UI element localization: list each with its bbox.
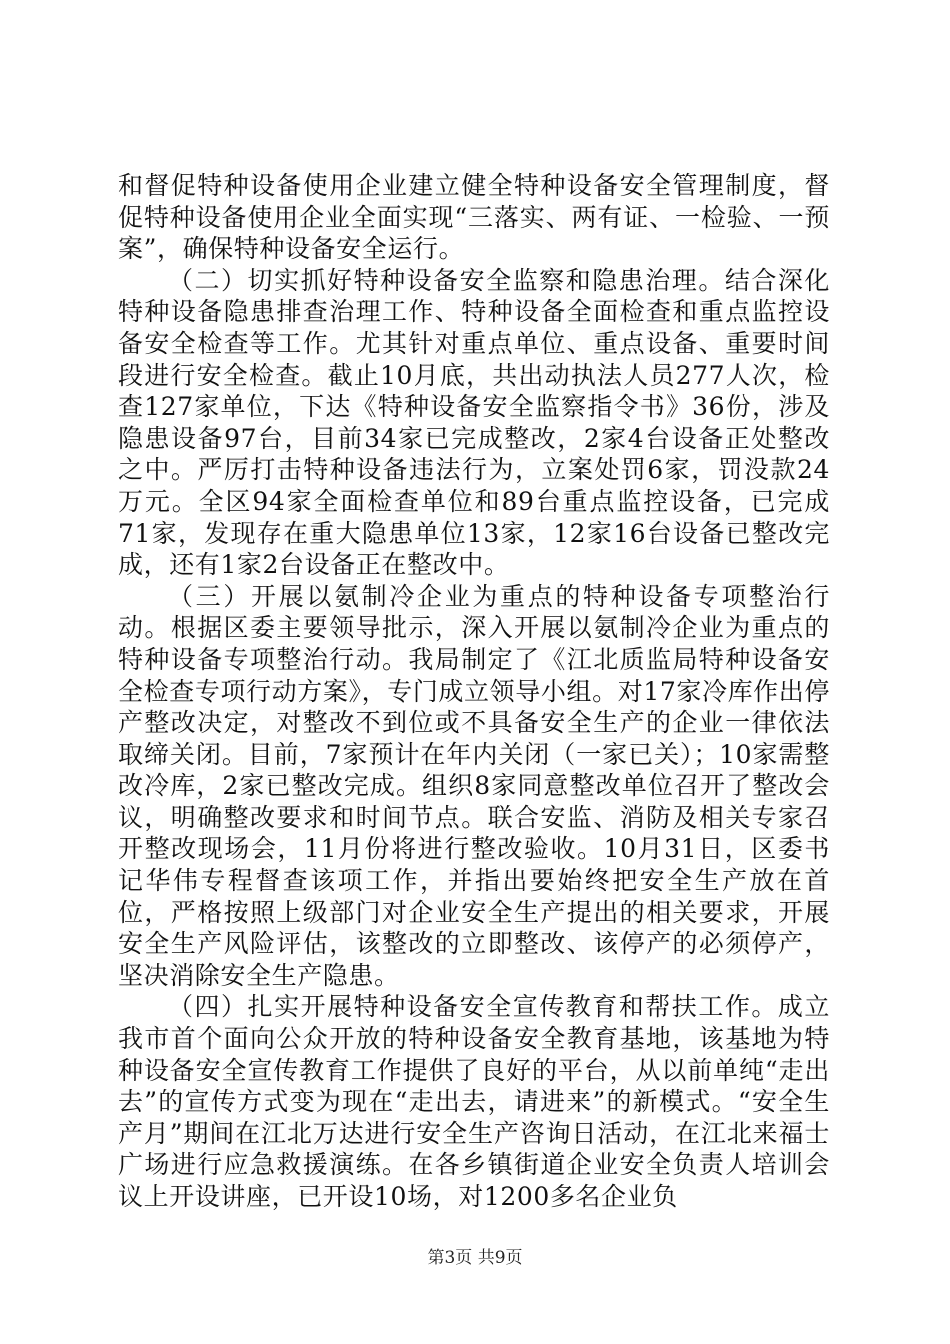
paragraph-section-3: （三）开展以氨制冷企业为重点的特种设备专项整治行动。根据区委主要领导批示，深入开展以氨制冷企业为重点的特种设备专项整治行动。我局制定了《江北质监局特种设备安全检查专项行动方案》，专门成立领导小组。对17家冷库作出停产整改决定，对整改不到位或不具备安全生产的企业一律依法取缔关闭。目前，7家预计在年内关闭（一家已关）；10家需整改冷库，2家已整改完成。组织8家同意整改单位召开了整改会议，明确整改要求和时间节点。联合安监、消防及相关专家召开整改现场会，11月份将进行整改验收。10月31日，区委书记华伟专程督查该项工作，并指出要始终把安全生产放在首位，严格按照上级部门对企业安全生产提出的相关要求，开展安全生产风险评估，该整改的立即整改、该停产的必须停产，坚决消除安全生产隐患。 [118,581,830,990]
paragraph-section-2: （二）切实抓好特种设备安全监察和隐患治理。结合深化特种设备隐患排查治理工作、特种设备全面检查和重点监控设备安全检查等工作。尤其针对重点单位、重点设备、重要时间段进行安全检查。截止10月底，共出动执法人员277人次，检查127家单位，下达《特种设备安全监察指令书》36份，涉及隐患设备97台，目前34家已完成整改，2家4台设备正处整改之中。严厉打击特种设备违法行为，立案处罚6家，罚没款24万元。全区94家全面检查单位和89台重点监控设备，已完成71家，发现存在重大隐患单位13家，12家16台设备已整改完成，还有1家2台设备正在整改中。 [118,265,830,580]
paragraph-continuation: 和督促特种设备使用企业建立健全特种设备安全管理制度，督促特种设备使用企业全面实现“三落实、两有证、一检验、一预案”，确保特种设备安全运行。 [118,171,830,264]
page-number-footer: 第3页 共9页 [427,1248,523,1268]
document-body [118,170,830,1213]
paragraph-section-4: （四）扎实开展特种设备安全宣传教育和帮扶工作。成立我市首个面向公众开放的特种设备安全教育基地，该基地为特种设备安全宣传教育工作提供了良好的平台，从以前单纯“走出去”的宣传方式变为现在“走出去，请进来”的新模式。“安全生产月”期间在江北万达进行安全生产咨询日活动，在江北来福士广场进行应急救援演练。在各乡镇街道企业安全负责人培训会议上开设讲座，已开设10场，对1200多名企业负 [118,992,830,1211]
